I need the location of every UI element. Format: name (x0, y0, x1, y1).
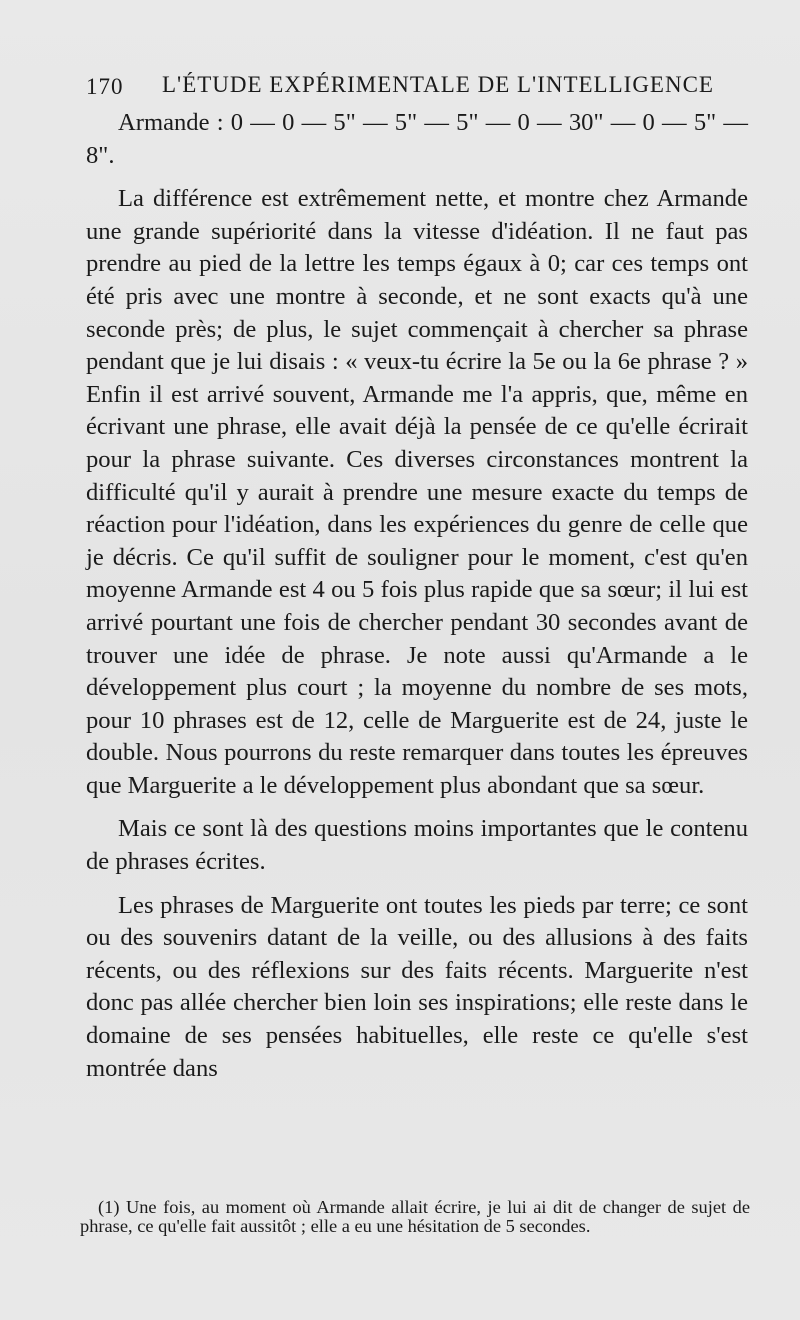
page-header (86, 70, 714, 104)
paragraph-difference: La différence est extrêmement nette, et montre chez Armande une grande supériorité dans la vitesse d'idéation. Il ne faut pas prendre au pied de la lettre les temps égaux à 0; car ces temps ont été pris avec une montre à seconde, et ne sont exacts qu'à une seconde près; de plus, le sujet commençait à chercher sa phrase pendant que je lui disais : « veux-tu écrire la 5e ou la 6e phrase ? » Enfin il est arrivé souvent, Armande me l'a appris, que, même en écrivant une phrase, elle avait déjà la pensée de ce qu'elle écrirait pour la phrase suivante. Ces diverses circonstances montrent la difficulté qu'il y aurait à prendre une mesure exacte du temps de réaction pour l'idéation, dans les expériences du genre de celle que je décris. Ce qu'il suffit de souligner pour le moment, c'est qu'en moyenne Armande est 4 ou 5 fois plus rapide que sa sœur; il lui est arrivé pourtant une fois de chercher pendant 30 secondes avant de trouver une idée de phrase. Je note aussi qu'Armande a le développement plus court ; la moyenne du nombre de ses mots, pour 10 phrases est de 12, celle de Marguerite est de 24, juste le double. Nous pourrons du reste remarquer dans toutes les épreuves que Marguerite a le développement plus abondant que sa sœur. (86, 185, 748, 799)
paragraph-marguerite: Les phrases de Marguerite ont toutes les pieds par terre; ce sont ou des souvenirs datant de la veille, ou des allusions à des faits récents, ou des réflexions sur des faits récents. Marguerite n'est donc pas allée chercher bien loin ses inspirations; elle reste dans le domaine de ses pensées habituelles, elle reste ce qu'elle s'est montrée dans (86, 891, 748, 1082)
running-title: L'ÉTUDE EXPÉRIMENTALE DE L'INTELLIGENCE (162, 72, 714, 97)
paragraph-timings: Armande : 0 — 0 — 5" — 5" — 5" — 0 — 30" — 0 — 5" — 8". (86, 109, 748, 169)
main-text (86, 107, 748, 1085)
page-number: 170 (86, 74, 124, 99)
footnote: (1) Une fois, au moment où Armande allait écrire, je lui ai dit de changer de sujet de phrase, ce qu'elle fait aussitôt ; elle a eu une hésitation de 5 secondes. (80, 1197, 750, 1237)
paragraph-questions: Mais ce sont là des questions moins importantes que le contenu de phrases écrites. (86, 815, 748, 876)
